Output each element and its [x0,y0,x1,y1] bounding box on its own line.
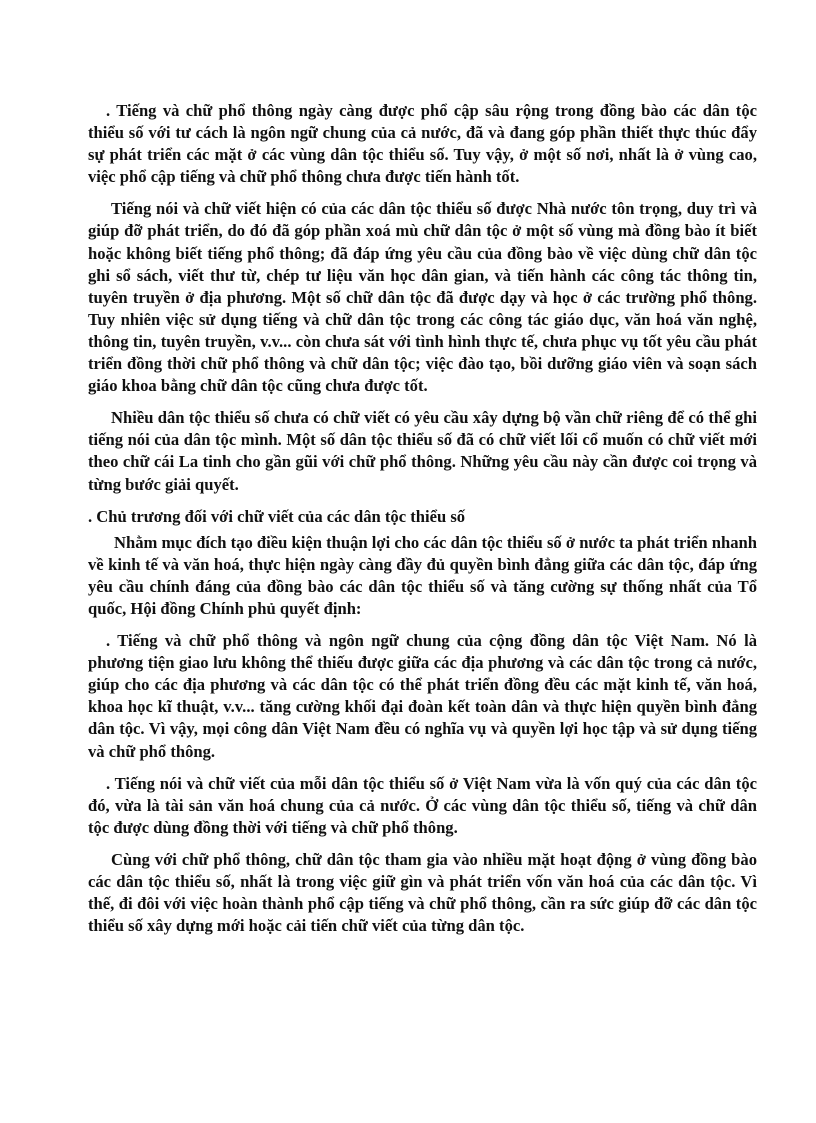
document-page [88,100,757,947]
paragraph-2: Tiếng nói và chữ viết hiện có của các dân tộc thiểu số được Nhà nước tôn trọng, duy trì và giúp đỡ phát triển, do đó đã góp phần xoá mù chữ dân tộc ở một số vùng mà đồng bào ít biết hoặc không biết tiếng phổ thông; đã đáp ứng yêu cầu của đồng bào về việc dùng chữ dân tộc ghi sổ sách, viết thư từ, chép tư liệu văn học dân gian, và tiến hành các công tác thông tin, tuyên truyền ở địa phương. Một số chữ dân tộc đã được dạy và học ở các trường phổ thông. Tuy nhiên việc sử dụng tiếng và chữ dân tộc trong các công tác giáo dục, văn hoá văn nghệ, thông tin, tuyên truyền, v.v... còn chưa sát với tình hình thực tế, chưa phục vụ tốt yêu cầu phát triển đồng thời chữ phổ thông và chữ dân tộc; việc đào tạo, bồi dưỡng giáo viên và soạn sách giáo khoa bằng chữ dân tộc cũng chưa được tốt. [88,199,757,396]
paragraph-1: . Tiếng và chữ phổ thông ngày càng được phổ cập sâu rộng trong đồng bào các dân tộc thiểu số với tư cách là ngôn ngữ chung của cả nước, đã và đang góp phần thiết thực thúc đẩy sự phát triển các mặt ở các vùng dân tộc thiểu số. Tuy vậy, ở một số nơi, nhất là ở vùng cao, việc phổ cập tiếng và chữ phổ thông chưa được tiến hành tốt. [88,101,757,187]
paragraph-4: Nhằm mục đích tạo điều kiện thuận lợi cho các dân tộc thiểu số ở nước ta phát triển nhanh về kinh tế và văn hoá, thực hiện ngày càng đầy đủ quyền bình đẳng giữa các dân tộc, đáp ứng yêu cầu chính đáng của đồng bào các dân tộc thiểu số và tăng cường sự thống nhất của Tổ quốc, Hội đồng Chính phủ quyết định: [88,532,757,618]
paragraph-5: . Tiếng và chữ phổ thông và ngôn ngữ chung của cộng đồng dân tộc Việt Nam. Nó là phương tiện giao lưu không thể thiếu được giữa các địa phương và các dân tộc trong cả nước, giúp cho các địa phương và các dân tộc có thể phát triển đồng đều các mặt kinh tế, văn hoá, khoa học kĩ thuật, v.v... tăng cường khối đại đoàn kết toàn dân và thực hiện quyền bình đẳng dân tộc. Vì vậy, mọi công dân Việt Nam đều có nghĩa vụ và quyền lợi học tập và sử dụng tiếng và chữ phổ thông. [88,631,757,761]
paragraph-7: Cùng với chữ phổ thông, chữ dân tộc tham gia vào nhiều mặt hoạt động ở vùng đồng bào các dân tộc thiểu số, nhất là trong việc giữ gìn và phát triển vốn văn hoá của các dân tộc. Vì thế, đi đôi với việc hoàn thành phổ cập tiếng và chữ phổ thông, cần ra sức giúp đỡ các dân tộc thiểu số xây dựng mới hoặc cải tiến chữ viết của từng dân tộc. [88,849,757,936]
section-heading: . Chủ trương đối với chữ viết của các dân tộc thiểu số [88,506,466,526]
paragraph-3: Nhiều dân tộc thiểu số chưa có chữ viết có yêu cầu xây dựng bộ vần chữ riêng để có thể ghi tiếng nói của dân tộc mình. Một số dân tộc thiểu số đã có chữ viết lối cổ muốn có chữ viết mới theo chữ cái La tinh cho gần gũi với chữ phổ thông. Những yêu cầu này cần được coi trọng và từng bước giải quyết. [88,408,757,494]
paragraph-6: . Tiếng nói và chữ viết của mỗi dân tộc thiểu số ở Việt Nam vừa là vốn quý của các dân tộc đó, vừa là tài sản văn hoá chung của cả nước. Ở các vùng dân tộc thiểu số, tiếng và chữ dân tộc được dùng đồng thời với tiếng và chữ phổ thông. [88,773,757,837]
